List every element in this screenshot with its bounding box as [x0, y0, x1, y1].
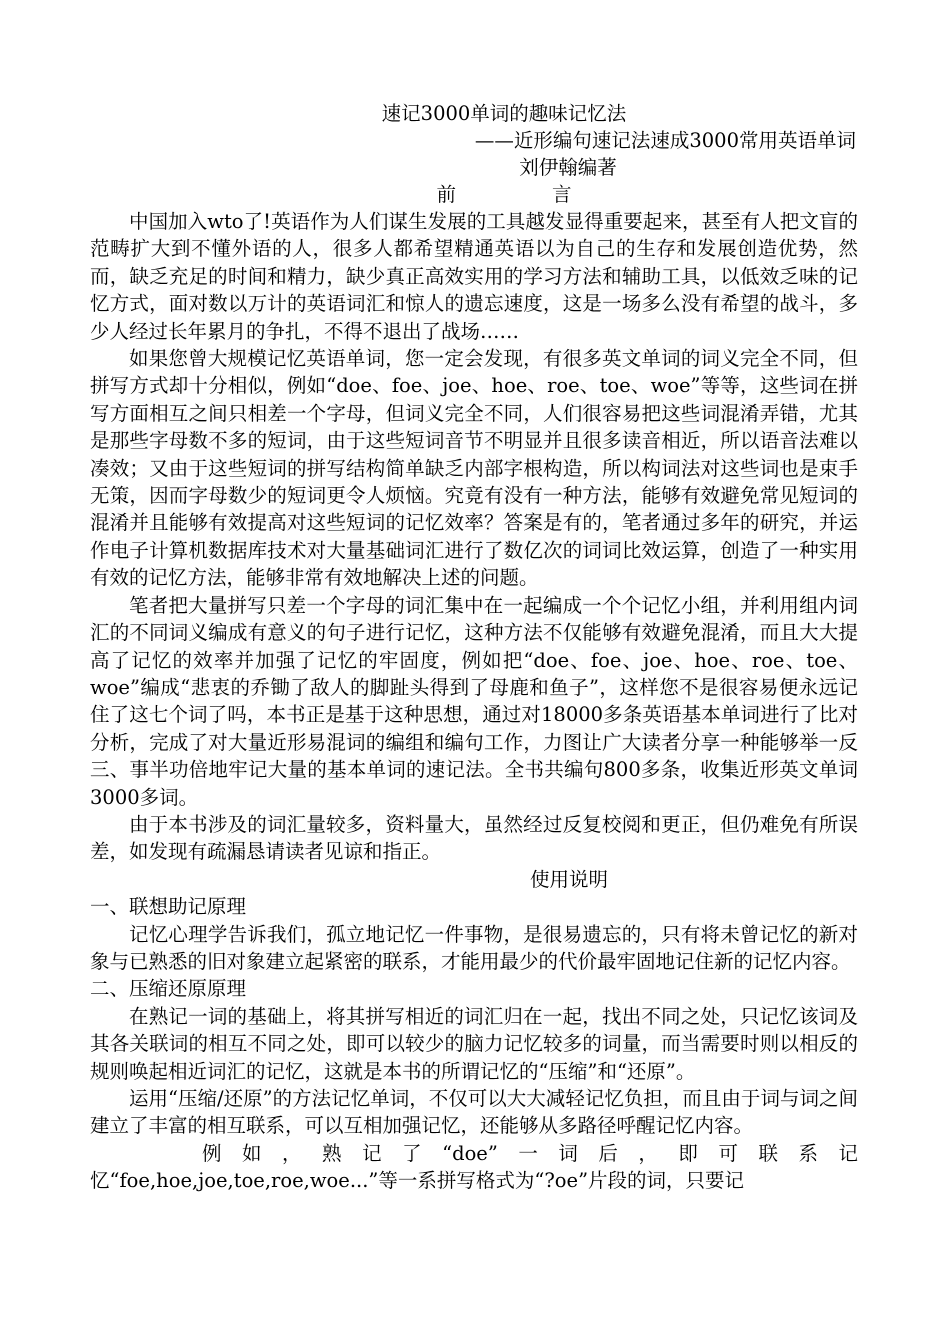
section-paragraph-compression-1: 在熟记一词的基础上，将其拼写相近的词汇归在一起，找出不同之处，只记忆该词及其各关联词的相互不同之处，即可以较少的脑力记忆较多的词量，而当需要时则以相反的规则唤起相近词汇的记忆，这就是本书的所谓记忆的“压缩”和“还原”。	[90, 1004, 858, 1083]
document-subtitle: ——近形编句速记法速成3000常用英语单词	[474, 129, 856, 152]
section-heading-association: 一、联想助记原理	[90, 895, 247, 919]
preface-heading-right: 言	[552, 183, 572, 206]
section-paragraph-compression-2: 运用“压缩/还原”的方法记忆单词，不仅可以大大减轻记忆负担，而且由于词与词之间建立了丰富的相互联系，可以互相加强记忆，还能够从多路径呼醒记忆内容。	[90, 1087, 858, 1138]
usage-heading: 使用说明	[529, 867, 608, 891]
preface-heading-left: 前	[436, 183, 456, 206]
preface-paragraph-1: 中国加入wto了!英语作为人们谋生发展的工具越发显得重要起来，甚至有人把文盲的范畴扩大到不懂外语的人，很多人都希望精通英语以为自己的生存和发展创造优势，然而，缺乏充足的时间和精力，缺少真正高效实用的学习方法和辅助工具，以低效乏味的记忆方式，面对数以万计的英语词汇和惊人的遗忘速度，这是一场多么没有希望的战斗，多少人经过长年累月的争扎，不得不退出了战场……	[90, 210, 858, 343]
section-paragraph-compression-3: 例如，熟记了“doe”一词后，即可联系记忆“foe,hoe,joe,toe,roe,woe...”等一系拼写格式为“?oe”片段的词，只要记	[90, 1141, 858, 1193]
preface-paragraph-3: 笔者把大量拼写只差一个字母的词汇集中在一起编成一个个记忆小组，并利用组内词汇的不同词义编成有意义的句子进行记忆，这种方法不仅能够有效避免混淆，而且大大提高了记忆的效率并加强了记忆的牢固度，例如把“doe、foe、joe、hoe、roe、toe、woe”编成“悲衷的乔锄了敌人的脚趾头得到了母鹿和鱼子”，这样您不是很容易便永远记住了这七个词了吗，本书正是基于这种思想，通过对18000多条英语基本单词进行了比对分析，完成了对大量近形易混词的编组和编句工作，力图让广大读者分享一种能够举一反三、事半功倍地牢记大量的基本单词的速记法。全书共编句800多条，收集近形英文单词3000多词。	[90, 593, 858, 809]
document-page	[90, 100, 858, 1195]
document-author: 刘伊翰编著	[519, 156, 617, 179]
preface-heading	[90, 181, 858, 208]
preface-paragraph-4: 由于本书涉及的词汇量较多，资料量大，虽然经过反复校阅和更正，但仍难免有所误差，如发现有疏漏恳请读者见谅和指正。	[90, 812, 858, 864]
section-heading-compression: 二、压缩还原原理	[90, 977, 247, 1001]
section-paragraph-association-1: 记忆心理学告诉我们，孤立地记忆一件事物，是很易遗忘的，只有将未曾记忆的新对象与已熟悉的旧对象建立起紧密的联系，才能用最少的代价最牢固地记住新的记忆内容。	[90, 922, 858, 973]
preface-paragraph-2: 如果您曾大规模记忆英语单词，您一定会发现，有很多英文单词的词义完全不同，但拼写方式却十分相似，例如“doe、foe、joe、hoe、roe、toe、woe”等等，这些词在拼写方面相互之间只相差一个字母，但词义完全不同，人们很容易把这些词混淆弄错，尤其是那些字母数不多的短词，由于这些短词音节不明显并且很多读音相近，所以语音法难以凑效；又由于这些短词的拼写结构简单缺乏内部字根构造，所以构词法对这些词也是束手无策，因而字母数少的短词更令人烦恼。究竟有没有一种方法，能够有效避免常见短词的混淆并且能够有效提高对这些短词的记忆效率？答案是有的，笔者通过多年的研究，并运作电子计算机数据库技术对大量基础词汇进行了数亿次的词词比效运算，创造了一种实用有效的记忆方法，能够非常有效地解决上述的问题。	[90, 347, 858, 590]
document-title: 速记3000单词的趣味记忆法	[381, 102, 627, 125]
